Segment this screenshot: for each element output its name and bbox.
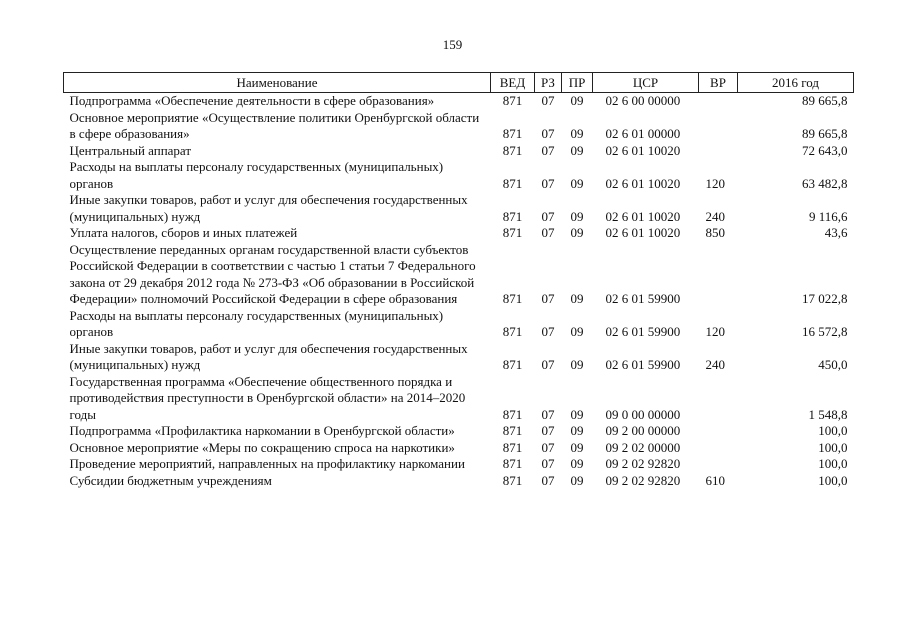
row-pr: 09 [570, 456, 584, 471]
header-name: Наименование [64, 73, 491, 93]
row-rz: 07 [541, 423, 555, 438]
row-rz: 07 [541, 175, 555, 191]
row-vr [699, 374, 738, 424]
row-csr: 09 2 02 00000 [605, 439, 681, 455]
row-name: Проведение мероприятий, направленных на профилактику наркомании [69, 456, 465, 471]
row-ved: 871 [502, 439, 523, 455]
header-year: 2016 год [738, 73, 854, 93]
row-ved: 871 [502, 456, 523, 471]
row-ved: 871 [502, 423, 523, 438]
row-pr: 09 [570, 93, 584, 108]
row-vr [699, 440, 738, 457]
header-rz: РЗ [535, 73, 562, 93]
table-row [64, 423, 854, 440]
row-name: Осуществление переданных органам государственной власти субъектов Российской Федерации в соответствии с частью 1 статьи 7 Федерального закона от 29 декабря 2012 года № 273-ФЗ «Об образовании в Российской Федерации» полномочий Российской Федерации в сфере образования [69, 241, 476, 306]
row-amount: 450,0 [818, 357, 848, 372]
row-csr: 02 6 01 00000 [605, 126, 681, 141]
row-pr: 09 [570, 126, 584, 141]
row-rz: 07 [541, 126, 555, 141]
row-name: Расходы на выплаты персоналу государственных (муниципальных) органов [69, 307, 444, 339]
row-csr: 02 6 01 10020 [605, 208, 681, 224]
row-csr: 02 6 00 00000 [605, 93, 681, 108]
row-ved: 871 [502, 472, 523, 488]
table-row [64, 440, 854, 457]
row-rz: 07 [541, 456, 555, 471]
row-amount: 100,0 [818, 456, 848, 471]
row-csr: 02 6 01 10020 [605, 225, 681, 240]
row-vr: 120 [705, 175, 725, 191]
row-amount: 9 116,6 [808, 208, 848, 224]
row-csr: 09 2 02 92820 [605, 456, 681, 471]
table-row [64, 143, 854, 160]
row-amount: 1 548,8 [808, 406, 848, 422]
table-row [64, 374, 854, 424]
row-amount: 89 665,8 [802, 126, 848, 141]
table-row [64, 159, 854, 192]
row-csr: 09 0 00 00000 [605, 406, 681, 422]
row-amount: 100,0 [818, 472, 848, 488]
row-ved: 871 [502, 142, 523, 158]
row-name: Расходы на выплаты персоналу государственных (муниципальных) органов [69, 159, 444, 191]
row-pr: 09 [570, 357, 584, 372]
row-csr: 02 6 01 59900 [605, 291, 681, 306]
row-name: Основное мероприятие «Осуществление политики Оренбургской области в сфере образования» [69, 109, 480, 141]
row-pr: 09 [570, 175, 584, 191]
row-rz: 07 [541, 406, 555, 422]
row-name: Иные закупки товаров, работ и услуг для обеспечения государственных (муниципальных) нужд [69, 192, 468, 224]
row-name: Уплата налогов, сборов и иных платежей [69, 225, 298, 240]
row-vr [699, 110, 738, 143]
row-amount: 63 482,8 [802, 175, 848, 191]
row-ved: 871 [502, 357, 523, 372]
row-name: Субсидии бюджетным учреждениям [69, 472, 272, 488]
row-ved: 871 [502, 126, 523, 141]
row-rz: 07 [541, 93, 555, 108]
row-vr: 610 [705, 472, 725, 488]
row-name: Подпрограмма «Профилактика наркомании в Оренбургской области» [69, 423, 455, 438]
row-amount: 17 022,8 [802, 291, 848, 306]
budget-table [63, 72, 854, 489]
row-pr: 09 [570, 439, 584, 455]
row-rz: 07 [541, 357, 555, 372]
row-vr: 240 [705, 208, 725, 224]
row-amount: 89 665,8 [802, 93, 848, 108]
row-vr [699, 143, 738, 160]
table-row [64, 473, 854, 490]
row-name: Подпрограмма «Обеспечение деятельности в сфере образования» [69, 93, 435, 108]
row-csr: 09 2 00 00000 [605, 423, 681, 438]
row-pr: 09 [570, 324, 584, 339]
row-ved: 871 [502, 208, 523, 224]
table-row [64, 93, 854, 110]
table-row [64, 308, 854, 341]
row-rz: 07 [541, 439, 555, 455]
row-vr [699, 93, 738, 110]
row-ved: 871 [502, 406, 523, 422]
row-ved: 871 [502, 93, 523, 108]
table-row [64, 225, 854, 242]
row-name: Иные закупки товаров, работ и услуг для обеспечения государственных (муниципальных) нужд [69, 340, 468, 372]
row-csr: 02 6 01 59900 [605, 324, 681, 339]
row-vr: 240 [705, 357, 725, 372]
row-pr: 09 [570, 406, 584, 422]
row-vr: 120 [705, 324, 725, 339]
row-amount: 100,0 [818, 439, 848, 455]
row-pr: 09 [570, 472, 584, 488]
table-row [64, 110, 854, 143]
table-row [64, 456, 854, 473]
row-pr: 09 [570, 423, 584, 438]
row-ved: 871 [502, 175, 523, 191]
row-name: Основное мероприятие «Меры по сокращению спроса на наркотики» [69, 439, 455, 455]
header-vr: ВР [699, 73, 738, 93]
row-amount: 72 643,0 [802, 142, 848, 158]
header-ved: ВЕД [491, 73, 535, 93]
table-row [64, 242, 854, 308]
row-name: Центральный аппарат [69, 142, 192, 158]
page-number: 159 [442, 37, 463, 52]
table-header [64, 73, 854, 93]
row-amount: 43,6 [824, 225, 848, 240]
row-rz: 07 [541, 472, 555, 488]
row-csr: 09 2 02 92820 [605, 472, 681, 488]
row-vr: 850 [705, 225, 725, 240]
row-rz: 07 [541, 208, 555, 224]
row-rz: 07 [541, 291, 555, 306]
row-ved: 871 [502, 225, 523, 240]
row-csr: 02 6 01 10020 [605, 142, 681, 158]
row-ved: 871 [502, 291, 523, 306]
row-vr [699, 456, 738, 473]
header-pr: ПР [562, 73, 593, 93]
row-pr: 09 [570, 291, 584, 306]
row-rz: 07 [541, 324, 555, 339]
row-rz: 07 [541, 142, 555, 158]
row-amount: 100,0 [818, 423, 848, 438]
table-row [64, 341, 854, 374]
row-amount: 16 572,8 [802, 324, 848, 339]
row-pr: 09 [570, 142, 584, 158]
row-vr [699, 423, 738, 440]
row-csr: 02 6 01 10020 [605, 175, 681, 191]
row-vr [699, 242, 738, 308]
row-pr: 09 [570, 225, 584, 240]
row-ved: 871 [502, 324, 523, 339]
row-name: Государственная программа «Обеспечение общественного порядка и противодействия преступности в Оренбургской области» на 2014–2020 годы [69, 373, 466, 422]
row-rz: 07 [541, 225, 555, 240]
row-pr: 09 [570, 208, 584, 224]
table-row [64, 192, 854, 225]
header-csr: ЦСР [593, 73, 699, 93]
row-csr: 02 6 01 59900 [605, 357, 681, 372]
